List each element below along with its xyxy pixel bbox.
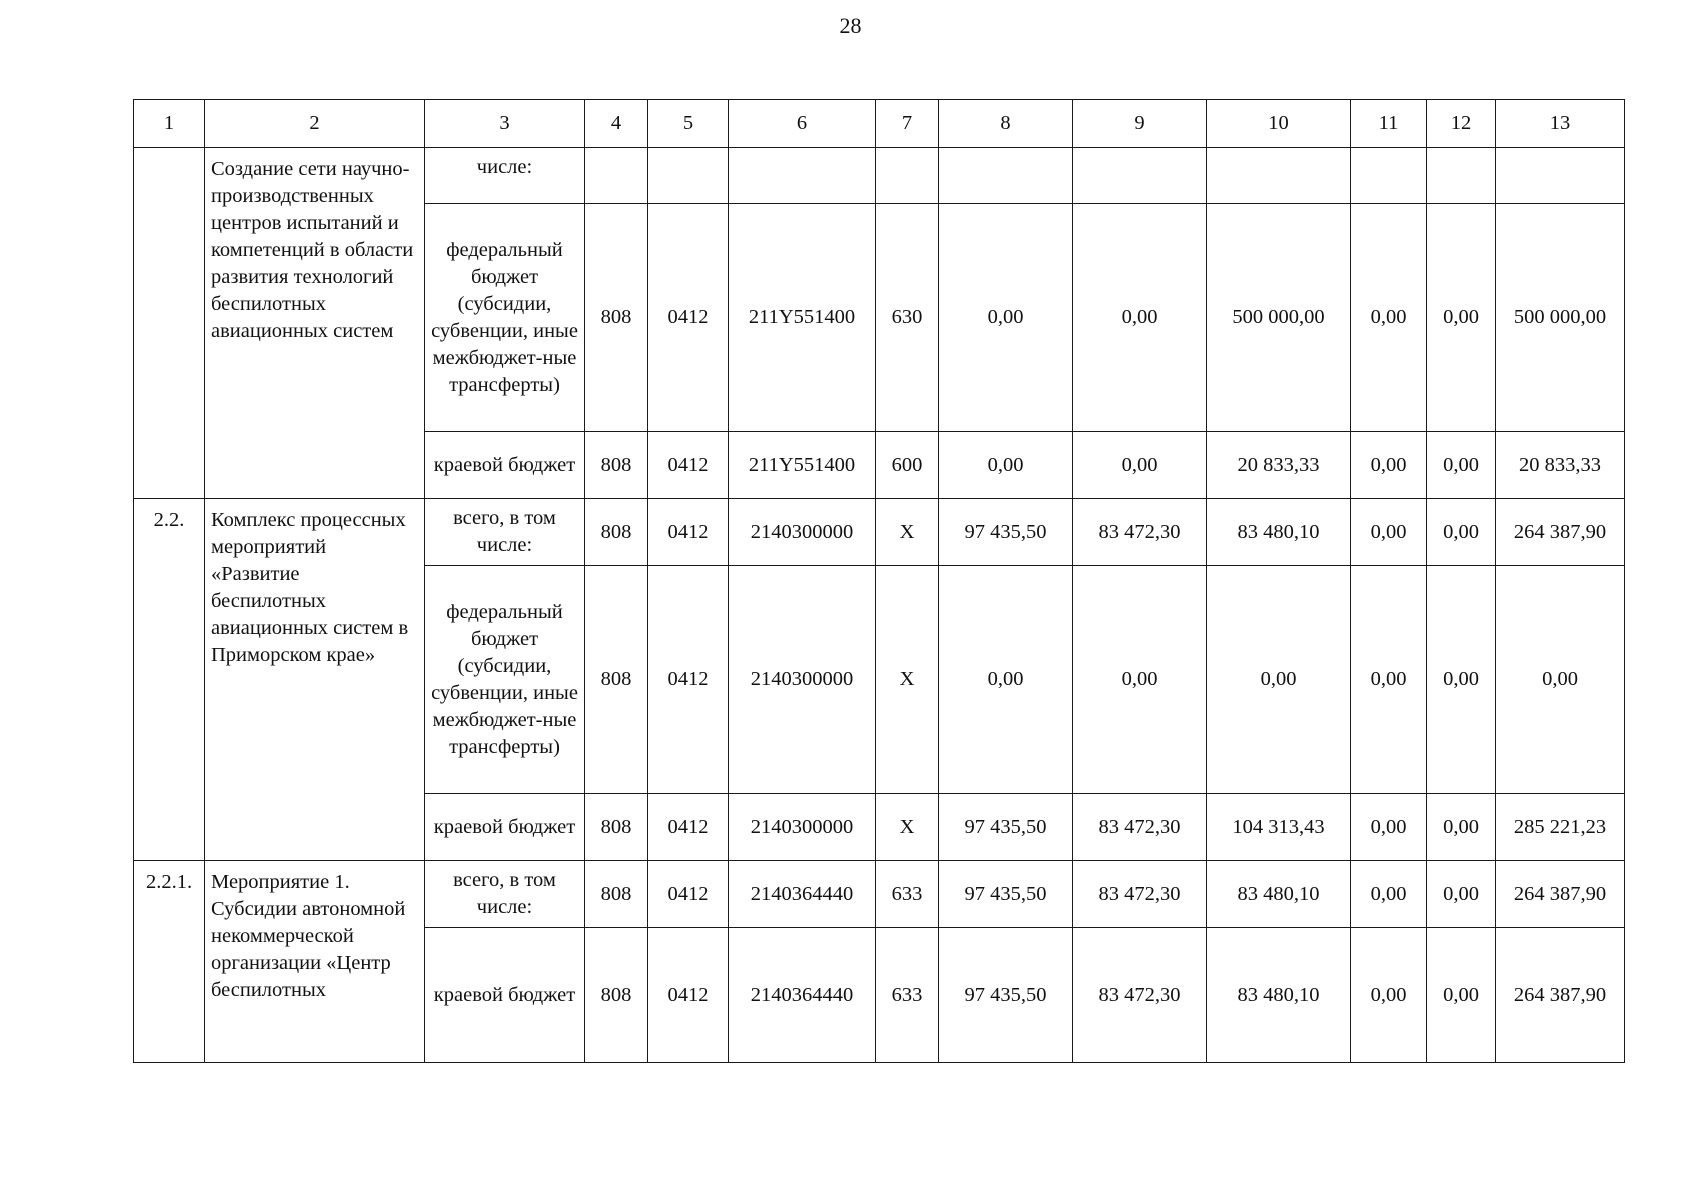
funding-source: краевой бюджет <box>425 432 585 499</box>
table-cell: 808 <box>585 861 648 928</box>
table-cell <box>1207 148 1351 204</box>
budget-table <box>133 99 1625 1063</box>
table-cell <box>729 148 876 204</box>
table-header-row <box>134 100 1625 148</box>
table-cell: 0412 <box>648 794 729 861</box>
table-cell: 0,00 <box>1427 204 1496 432</box>
table-cell: 97 435,50 <box>939 861 1073 928</box>
table-cell: 20 833,33 <box>1496 432 1625 499</box>
table-cell: 97 435,50 <box>939 794 1073 861</box>
table-cell: 0,00 <box>1427 861 1496 928</box>
table-cell: 808 <box>585 204 648 432</box>
column-header: 3 <box>425 100 585 148</box>
table-cell: 808 <box>585 432 648 499</box>
table-cell: X <box>876 794 939 861</box>
funding-source: краевой бюджет <box>425 794 585 861</box>
table-cell: 83 472,30 <box>1073 794 1207 861</box>
table-cell <box>1351 148 1427 204</box>
table-cell: 2140364440 <box>729 928 876 1063</box>
table-cell: 211Y551400 <box>729 204 876 432</box>
funding-source: всего, в том числе: <box>425 499 585 566</box>
table-cell: 630 <box>876 204 939 432</box>
table-cell: 808 <box>585 794 648 861</box>
table-cell: 0412 <box>648 861 729 928</box>
table-cell: 0,00 <box>1427 432 1496 499</box>
table-cell: 808 <box>585 928 648 1063</box>
section-number: 2.2. <box>134 499 205 861</box>
funding-source: федеральный бюджет (субсидии, субвенции, иные межбюджет-ные трансферты) <box>425 204 585 432</box>
table-cell: 0,00 <box>1427 566 1496 794</box>
table-cell: 0,00 <box>1351 794 1427 861</box>
table-cell: 0,00 <box>1427 794 1496 861</box>
table-cell: 0412 <box>648 928 729 1063</box>
table-row <box>134 861 1625 928</box>
table-row <box>134 499 1625 566</box>
table-cell: 0,00 <box>1207 566 1351 794</box>
table-cell: 0,00 <box>939 204 1073 432</box>
table-cell: 2140300000 <box>729 794 876 861</box>
table-cell <box>1496 148 1625 204</box>
table-cell: 211Y551400 <box>729 432 876 499</box>
section-number: 2.2.1. <box>134 861 205 1063</box>
column-header: 8 <box>939 100 1073 148</box>
column-header: 5 <box>648 100 729 148</box>
table-cell: 600 <box>876 432 939 499</box>
table-cell: 264 387,90 <box>1496 861 1625 928</box>
table-cell: 0,00 <box>1073 204 1207 432</box>
table-cell: 285 221,23 <box>1496 794 1625 861</box>
column-header: 2 <box>205 100 425 148</box>
table-cell: 0,00 <box>1073 566 1207 794</box>
table-cell: 264 387,90 <box>1496 499 1625 566</box>
table-cell: 104 313,43 <box>1207 794 1351 861</box>
column-header: 4 <box>585 100 648 148</box>
table-cell: 0,00 <box>1351 432 1427 499</box>
table-cell: 0,00 <box>1351 861 1427 928</box>
table-cell: 633 <box>876 861 939 928</box>
table-cell: 0,00 <box>1427 928 1496 1063</box>
section-name: Мероприятие 1. Субсидии автономной некоммерческой организации «Центр беспилотных <box>205 861 425 1063</box>
funding-source: федеральный бюджет (субсидии, субвенции, иные межбюджет-ные трансферты) <box>425 566 585 794</box>
table-cell: 0412 <box>648 204 729 432</box>
table-cell: 0412 <box>648 566 729 794</box>
table-cell <box>585 148 648 204</box>
table-cell: 0,00 <box>939 566 1073 794</box>
table-cell: 500 000,00 <box>1496 204 1625 432</box>
table-cell: 0,00 <box>1351 566 1427 794</box>
table-cell: X <box>876 499 939 566</box>
table-cell: 83 472,30 <box>1073 928 1207 1063</box>
table-cell: 0412 <box>648 432 729 499</box>
table-cell: 97 435,50 <box>939 499 1073 566</box>
table-cell: 2140300000 <box>729 499 876 566</box>
table-cell: 83 480,10 <box>1207 499 1351 566</box>
table-cell: 0,00 <box>1427 499 1496 566</box>
column-header: 7 <box>876 100 939 148</box>
table-cell: 500 000,00 <box>1207 204 1351 432</box>
table-cell: 2140364440 <box>729 861 876 928</box>
table-cell: 83 480,10 <box>1207 928 1351 1063</box>
column-header: 13 <box>1496 100 1625 148</box>
table-cell: 83 472,30 <box>1073 499 1207 566</box>
table-cell: 264 387,90 <box>1496 928 1625 1063</box>
column-header: 9 <box>1073 100 1207 148</box>
column-header: 12 <box>1427 100 1496 148</box>
page-number: 28 <box>839 13 862 38</box>
section-name: Создание сети научно-производственных центров испытаний и компетенций в области развития технологий беспилотных авиационных систем <box>205 148 425 499</box>
table-cell: 0,00 <box>1073 432 1207 499</box>
table-cell <box>648 148 729 204</box>
table-row <box>134 148 1625 204</box>
table-cell: 808 <box>585 499 648 566</box>
table-cell: 0,00 <box>1496 566 1625 794</box>
table-cell <box>1073 148 1207 204</box>
table-cell: 83 472,30 <box>1073 861 1207 928</box>
column-header: 1 <box>134 100 205 148</box>
table-cell <box>939 148 1073 204</box>
table-cell: X <box>876 566 939 794</box>
table-cell: 20 833,33 <box>1207 432 1351 499</box>
table-cell: 2140300000 <box>729 566 876 794</box>
table-cell <box>1427 148 1496 204</box>
table-cell: 0,00 <box>1351 204 1427 432</box>
table-cell: 83 480,10 <box>1207 861 1351 928</box>
funding-source: краевой бюджет <box>425 928 585 1063</box>
table-cell: 0,00 <box>1351 499 1427 566</box>
table-cell: 0,00 <box>939 432 1073 499</box>
table-cell: 0,00 <box>1351 928 1427 1063</box>
table-cell <box>876 148 939 204</box>
funding-source: всего, в том числе: <box>425 861 585 928</box>
column-header: 11 <box>1351 100 1427 148</box>
table-cell: 808 <box>585 566 648 794</box>
column-header: 10 <box>1207 100 1351 148</box>
section-number <box>134 148 205 499</box>
table-cell: 633 <box>876 928 939 1063</box>
section-name: Комплекс процессных мероприятий «Развитие беспилотных авиационных систем в Приморском крае» <box>205 499 425 861</box>
table-cell: 97 435,50 <box>939 928 1073 1063</box>
table-cell: 0412 <box>648 499 729 566</box>
column-header: 6 <box>729 100 876 148</box>
funding-source: числе: <box>425 148 585 204</box>
